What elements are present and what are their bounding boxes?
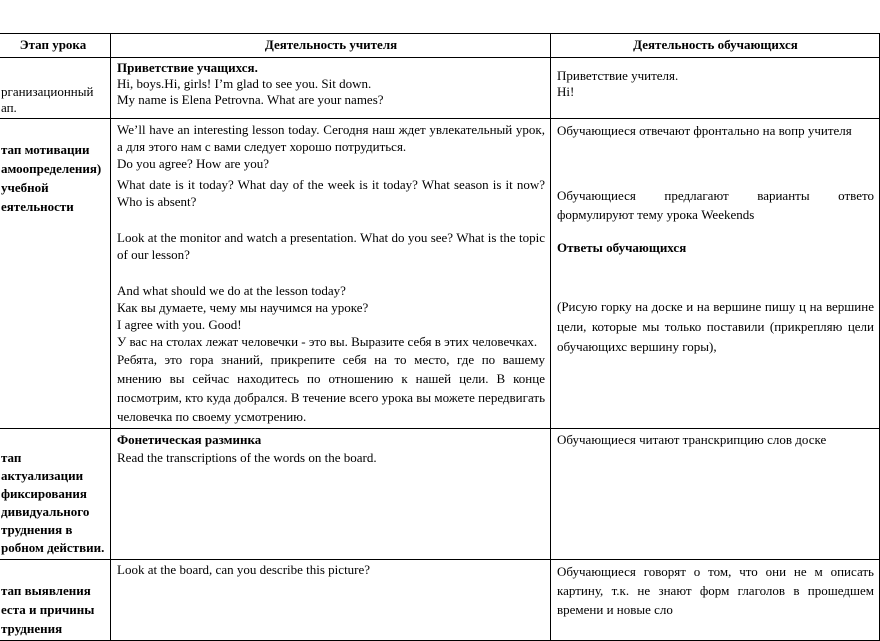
students-line: Обучающиеся говорят о том, что они не м описать картину, т.к. не знают форм глаголов в прошедшем времени и новые сло [557, 564, 874, 617]
stage-text: тап выявления еста и причины труднения [1, 583, 95, 636]
teacher-cell [111, 58, 551, 119]
header-row [0, 34, 880, 58]
students-line: Hi! [557, 84, 575, 99]
teacher-line: My name is Elena Petrovna. What are your names? [117, 92, 384, 107]
table-row [0, 429, 880, 560]
table-row [0, 560, 880, 641]
teacher-line: Приветствие учащихся. [117, 60, 258, 75]
header-teacher: Деятельность учителя [111, 34, 551, 58]
teacher-line: What date is it today? What day of the week is it today? What season is it now? Who is absent? [117, 177, 545, 209]
teacher-line: Look at the monitor and watch a presentation. What do you see? What is the topic of our lesson? [117, 230, 545, 262]
stage-text: рганизационный ап. [1, 84, 94, 115]
teacher-cell [111, 560, 551, 641]
students-line: Ответы обучающихся [557, 240, 687, 255]
header-students: Деятельность обучающихся [551, 34, 880, 58]
teacher-line: Do you agree? How are you? [117, 156, 269, 171]
lesson-plan-table [0, 33, 880, 641]
students-cell [551, 58, 880, 119]
students-line: Обучающиеся предлагают варианты ответо формулируют тему урока Weekends [557, 188, 874, 222]
teacher-line: У вас на столах лежат человечки - это вы. Выразите себя в этих человечках. [117, 334, 538, 349]
stage-cell [0, 119, 111, 429]
teacher-line: Read the transcriptions of the words on the board. [117, 450, 377, 465]
stage-cell [0, 429, 111, 560]
stage-cell [0, 58, 111, 119]
teacher-line: Hi, boys.Hi, girls! I’m glad to see you. Sit down. [117, 76, 372, 91]
teacher-line: And what should we do at the lesson today? [117, 283, 346, 298]
students-cell [551, 429, 880, 560]
teacher-cell [111, 429, 551, 560]
students-line: Обучающиеся отвечают фронтально на вопр учителя [557, 123, 852, 138]
students-cell [551, 119, 880, 429]
teacher-line: We’ll have an interesting lesson today. Сегодня наш ждет увлекательный урок, а для этого нам с вами следует хорошо потрудиться. [117, 122, 545, 154]
students-line: Обучающиеся читают транскрипцию слов доске [557, 432, 827, 447]
header-stage: Этап урока [0, 34, 111, 58]
teacher-line: Как вы думаете, чему мы научимся на уроке? [117, 300, 369, 315]
table-row [0, 58, 880, 119]
teacher-line: Ребята, это гора знаний, прикрепите себя на то место, где по вашему мнению вы сейчас находитесь по отношению к нашей цели. В конце посмотрим, кто куда добрался. В течение всего урока вы можете передвигать человечка по своему усмотрению. [117, 352, 545, 424]
teacher-line: Look at the board, can you describe this picture? [117, 562, 371, 577]
stage-text: тап актуализации фиксирования дивидуального труднения в робном действии. [1, 450, 105, 555]
students-line: Приветствие учителя. [557, 68, 679, 83]
stage-text: тап мотивации амоопределения) учебной еятельности [1, 142, 102, 214]
stage-cell [0, 560, 111, 641]
students-cell [551, 560, 880, 641]
table-row [0, 119, 880, 429]
teacher-line: Фонетическая разминка [117, 432, 262, 447]
lesson-plan-sheet [0, 33, 880, 641]
teacher-line: I agree with you. Good! [117, 317, 242, 332]
teacher-cell [111, 119, 551, 429]
students-line: (Рисую горку на доске и на вершине пишу ц на вершине цели, которые мы только поставили (прикрепляю цели обучающихс вершину горы), [557, 299, 874, 354]
